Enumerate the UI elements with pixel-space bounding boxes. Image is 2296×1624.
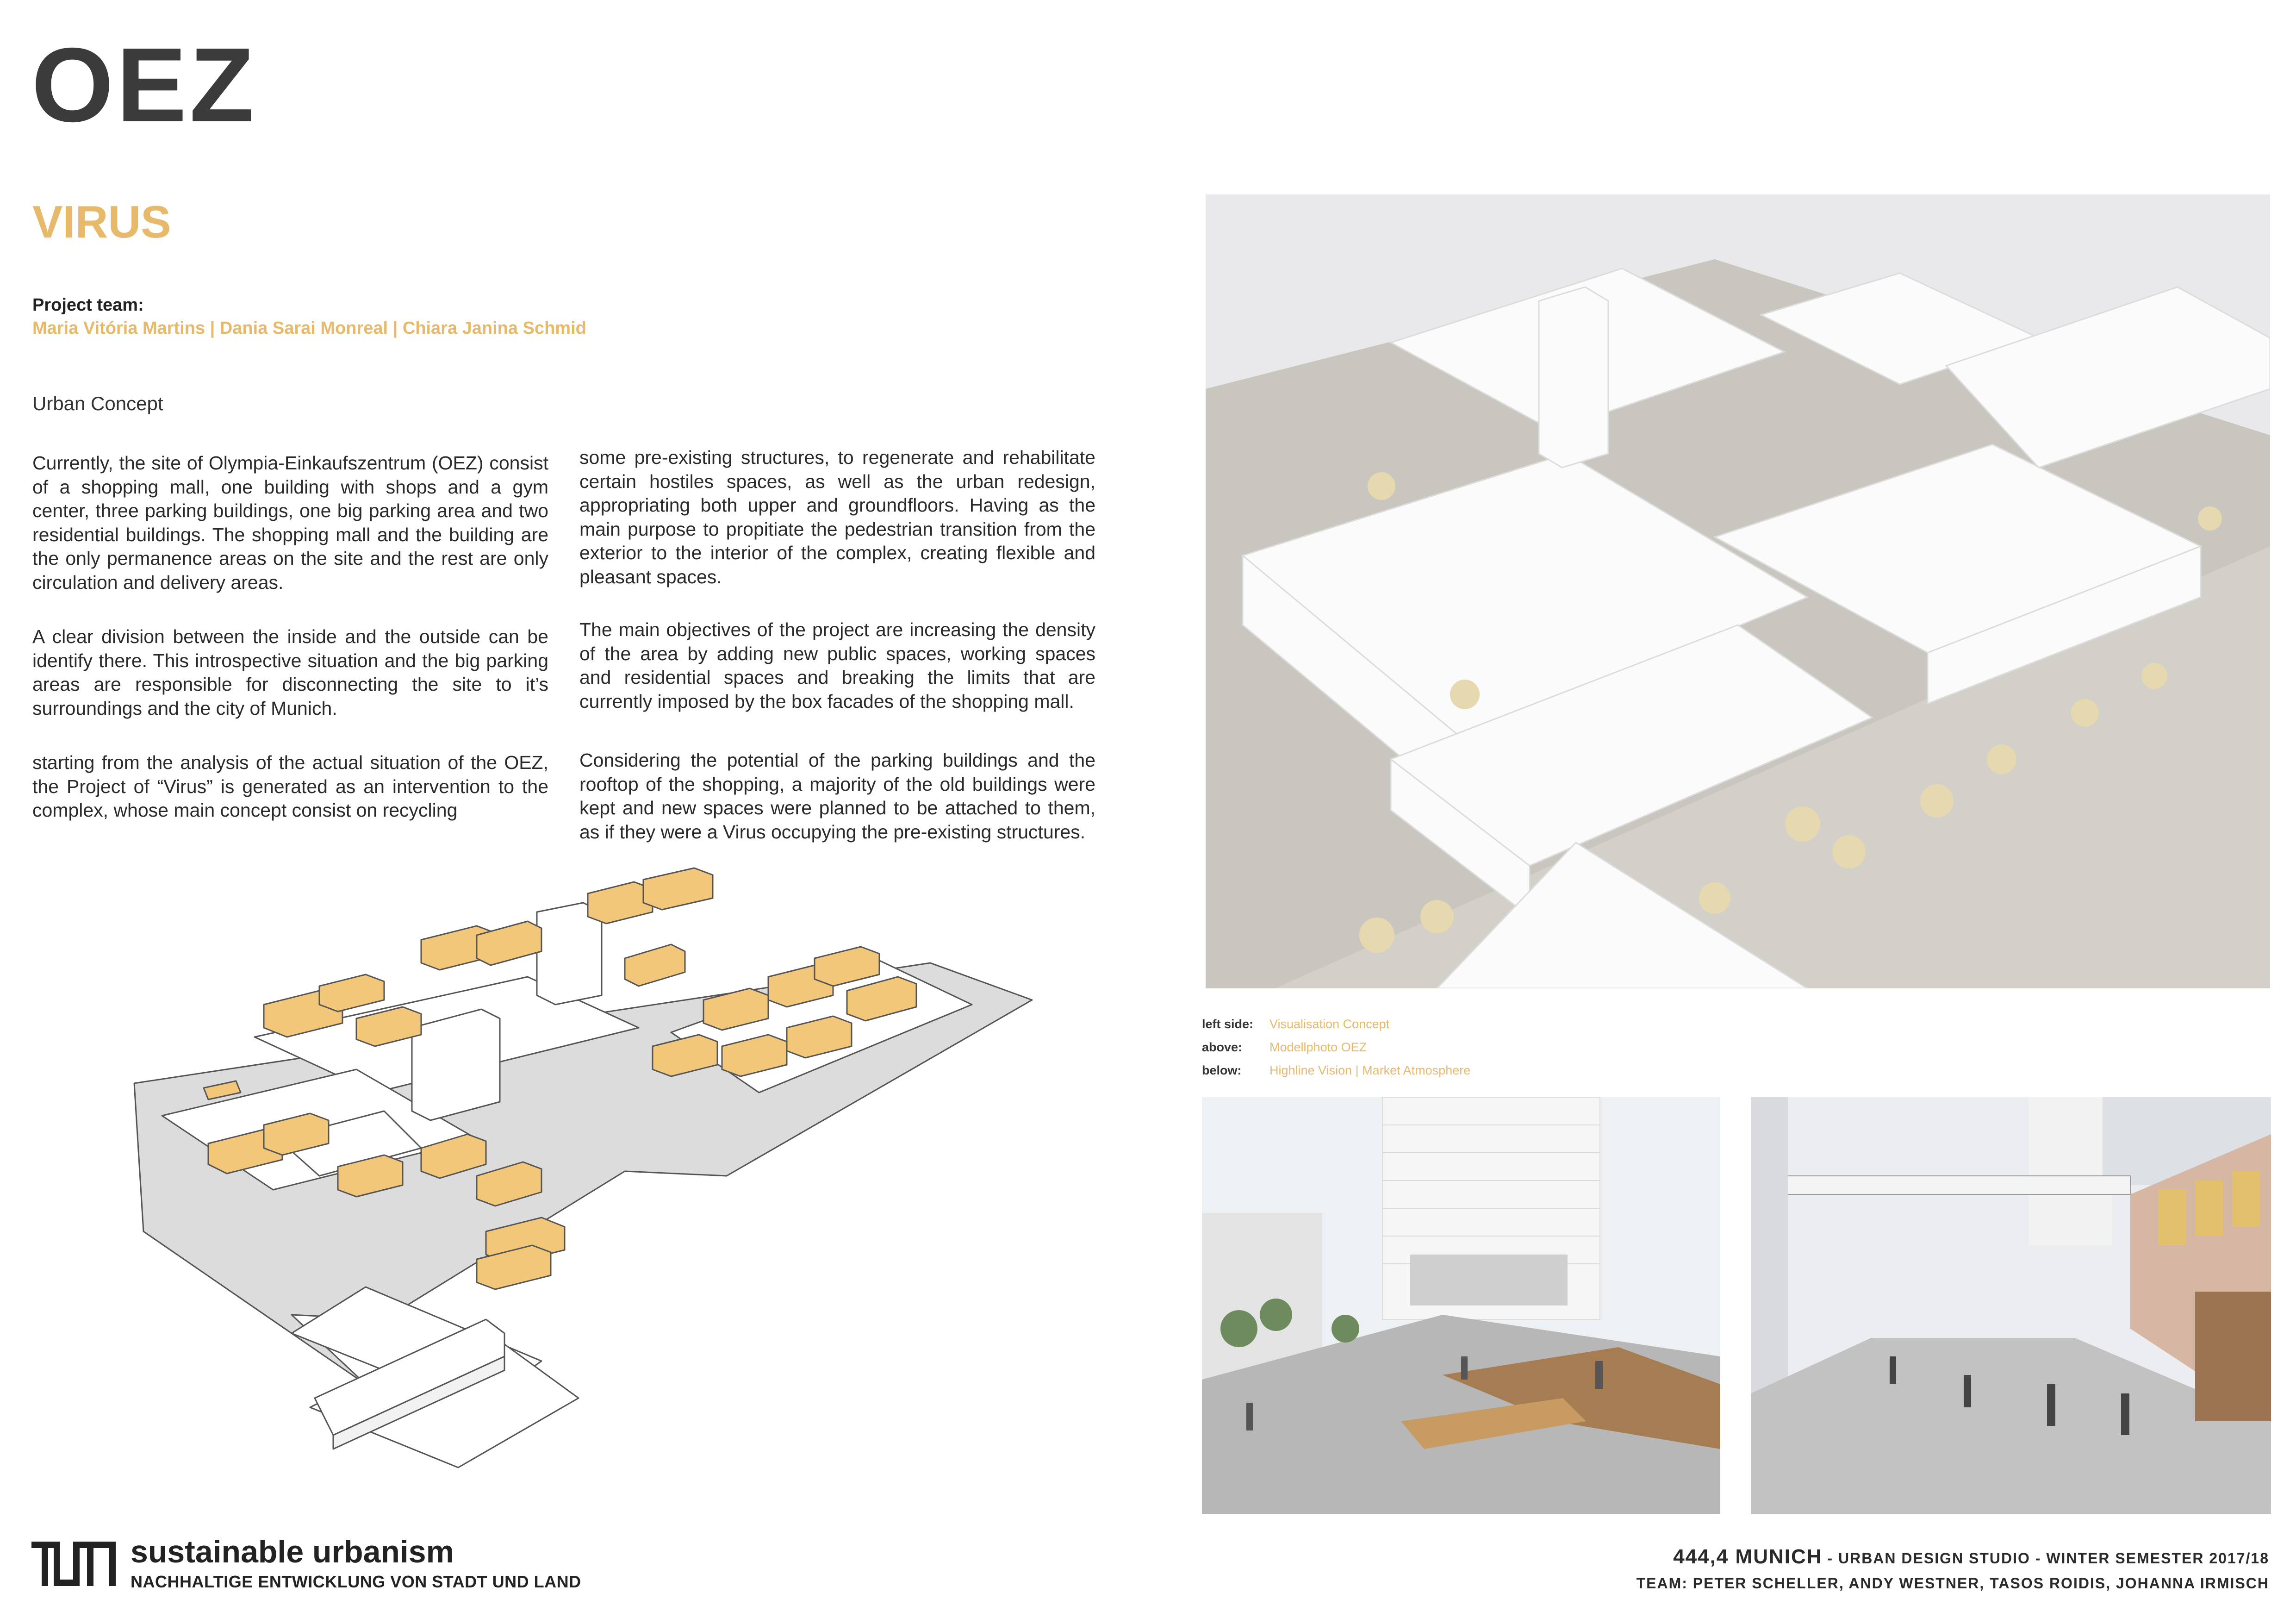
paragraph-site-description: Currently, the site of Olympia-Einkaufszentrum (OEZ) consist of a shopping mall, one building with shops and a gym center, three parking buildings, one big parking area and two residential buildings. The shopping mall and the building are the only permanence areas on the site and the rest are only circulation and delivery areas. [32,452,548,593]
project-team-label: Project team: [32,295,144,315]
caption-row-above [1202,1040,1367,1055]
render-highline-vision [1202,1097,1720,1514]
caption-value: Highline Vision | Market Atmosphere [1269,1063,1471,1077]
project-team-members: Maria Vitória Martins | Dania Sarai Monreal | Chiara Janina Schmid [32,319,586,338]
studio-main: 444,4 MUNICH [1673,1545,1823,1568]
axonometric-site-drawing [125,852,1046,1491]
caption-key: below: [1202,1063,1242,1077]
paragraph-virus-concept: starting from the analysis of the actual situation of the OEZ, the Project of “Virus” is generated as an intervention to the complex, whose main concept consist on recycling [32,752,548,821]
caption-row-below [1202,1063,1470,1078]
render-market-atmosphere [1751,1097,2271,1514]
model-photo-oez [1206,194,2270,988]
studio-team: TEAM: PETER SCHELLER, ANDY WESTNER, TASOS ROIDIS, JOHANNA IRMISCH [1636,1575,2269,1592]
paragraph-recycling: some pre-existing structures, to regenerate and rehabilitate certain hostiles spaces, as well as the urban redesign, appropriating both upper and groundfloors. Having as the main purpose to propitiate the pedestrian transition from the exterior to the interior of the complex, creating flexible and pleasant spaces. [579,447,1095,587]
studio-heading [1673,1545,2269,1568]
caption-value: Visualisation Concept [1269,1017,1390,1031]
studio-semester: - URBAN DESIGN STUDIO - WINTER SEMESTER 2017/18 [1822,1550,2269,1567]
page-title: OEZ [31,26,257,144]
paragraph-division: A clear division between the inside and the outside can be identify there. This introspective situation and the big parking areas are responsible for disconnecting the site to it’s surroundings and the city of Munich. [32,626,548,719]
caption-key: left side: [1202,1017,1254,1031]
section-heading: Urban Concept [32,393,163,414]
paragraph-parking-potential: Considering the potential of the parking buildings and the rooftop of the shopping, a majority of the old buildings were kept and new spaces were planned to be attached to them, as if they were a Virus occupying the pre-existing structures. [579,750,1095,843]
caption-key: above: [1202,1040,1243,1054]
caption-value: Modellphoto OEZ [1269,1040,1367,1054]
tum-logo [31,1542,116,1586]
paragraph-objectives: The main objectives of the project are increasing the density of the area by adding new public spaces, working spaces and residential spaces and breaking the limits that are currently imposed by the box facades of the shopping mall. [579,619,1095,712]
caption-row-left [1202,1017,1389,1031]
org-subtitle: NACHHALTIGE ENTWICKLUNG VON STADT UND LAND [131,1572,581,1591]
org-name: sustainable urbanism [131,1534,454,1569]
project-subtitle: VIRUS [32,196,171,247]
